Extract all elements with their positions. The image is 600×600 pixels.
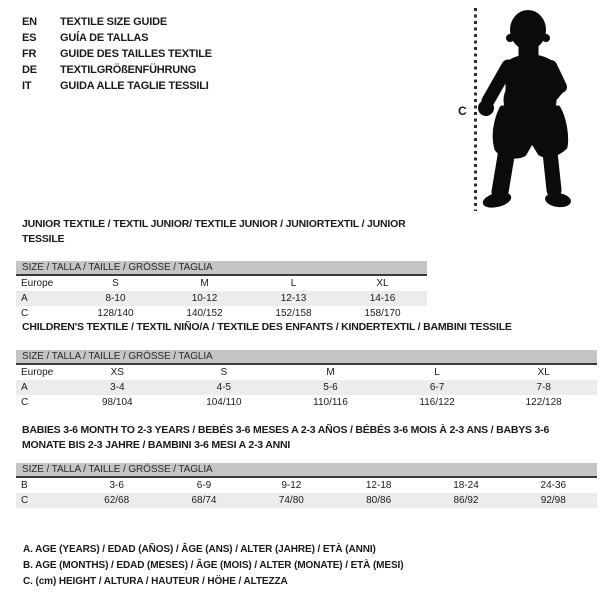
- size-value-cell: L: [434, 367, 440, 378]
- language-guide-title: GUÍA DE TALLAS: [60, 32, 149, 44]
- size-value-cell: 12-18: [365, 480, 392, 491]
- height-c-label: C: [458, 104, 467, 118]
- size-value-cell: 3-4: [110, 382, 125, 393]
- size-value-cell: 4-5: [216, 382, 232, 393]
- size-value-cell: 24-36: [540, 480, 567, 491]
- size-value-cell: 12-13: [280, 293, 307, 304]
- row-label: Europe: [21, 367, 54, 378]
- size-value-cell: 9-12: [281, 480, 302, 491]
- row-label: B: [21, 480, 28, 491]
- table-title: BABIES 3-6 MONTH TO 2-3 YEARS / BEBÉS 3-6 MESES A 2-3 AÑOS / BÉBÉS 3-6 MOIS À 2-3 ANS / BABYS 3-6 MONATE BIS 2-3 JAHRE / BAMBINI 3-6 MESI A 2-3 ANNI: [22, 424, 550, 451]
- size-value-cell: 116/122: [419, 397, 455, 408]
- size-value-cell: XS: [110, 367, 124, 378]
- size-value-cell: 7-8: [536, 382, 551, 393]
- size-value-cell: 8-10: [105, 293, 126, 304]
- babies-textile-table: [16, 423, 597, 508]
- table-row: [16, 478, 597, 493]
- size-value-cell: 158/170: [364, 308, 401, 319]
- size-value-cell: 92/98: [540, 495, 566, 506]
- language-row: [22, 30, 212, 46]
- size-value-cell: 140/152: [186, 308, 223, 319]
- legend-line: A. AGE (YEARS) / EDAD (AÑOS) / ÂGE (ANS) / ALTER (JAHRE) / ETÀ (ANNI): [23, 544, 376, 555]
- size-value-cell: 14-16: [369, 293, 396, 304]
- table-row: [16, 395, 597, 410]
- size-value-cell: XL: [376, 278, 389, 289]
- children-textile-table: [16, 320, 597, 410]
- size-value-cell: 5-6: [323, 382, 338, 393]
- language-row: [22, 46, 212, 62]
- size-value-cell: 18-24: [453, 480, 479, 491]
- language-row: [22, 14, 212, 30]
- size-value-cell: 86/92: [453, 495, 479, 506]
- table-row: [16, 276, 427, 291]
- table-row: [16, 291, 427, 306]
- row-label: A: [21, 382, 28, 393]
- size-header-bar: SIZE / TALLA / TAILLE / GRÖSSE / TAGLIA: [16, 350, 597, 365]
- baby-silhouette-icon: [440, 0, 600, 220]
- row-label: C: [21, 308, 29, 319]
- table-rows: [16, 365, 597, 410]
- table-row: [16, 493, 597, 508]
- table-rows: [16, 478, 597, 508]
- table-row: [16, 365, 597, 380]
- size-value-cell: 6-9: [196, 480, 212, 491]
- size-value-cell: 74/80: [278, 495, 304, 506]
- language-row: [22, 78, 212, 94]
- row-label: A: [21, 293, 28, 304]
- language-guide-title: GUIDA ALLE TAGLIE TESSILI: [60, 80, 209, 92]
- size-value-cell: S: [220, 367, 228, 378]
- table-title: CHILDREN'S TEXTILE / TEXTIL NIÑO/A / TEXTILE DES ENFANTS / KINDERTEXTIL / BAMBINI TESSILE: [22, 321, 512, 333]
- language-code: ES: [22, 32, 37, 44]
- language-code: EN: [22, 16, 37, 28]
- size-header-bar: SIZE / TALLA / TAILLE / GRÖSSE / TAGLIA: [16, 463, 597, 478]
- size-value-cell: S: [112, 278, 119, 289]
- size-value-cell: 110/116: [313, 397, 348, 408]
- table-row: [16, 380, 597, 395]
- size-value-cell: 10-12: [191, 293, 218, 304]
- row-label: Europe: [21, 278, 54, 289]
- legend-line: B. AGE (MONTHS) / EDAD (MESES) / ÂGE (MOIS) / ALTER (MONATE) / ETÀ (MESI): [23, 560, 404, 571]
- row-label: C: [21, 397, 29, 408]
- language-guide-title: GUIDE DES TAILLES TEXTILE: [60, 48, 212, 60]
- language-row: [22, 62, 212, 78]
- size-value-cell: 128/140: [97, 308, 134, 319]
- size-value-cell: XL: [537, 367, 550, 378]
- table-rows: [16, 276, 427, 321]
- language-guide-title: TEXTILE SIZE GUIDE: [60, 16, 168, 28]
- size-value-cell: 122/128: [525, 397, 562, 408]
- size-value-cell: 3-6: [109, 480, 124, 491]
- size-value-cell: 62/68: [104, 495, 130, 506]
- language-code: DE: [22, 64, 37, 76]
- size-value-cell: 6-7: [429, 382, 445, 393]
- size-value-cell: 98/104: [102, 397, 133, 408]
- size-value-cell: 152/158: [275, 308, 312, 319]
- language-code: FR: [22, 48, 37, 60]
- legend-line: C. (cm) HEIGHT / ALTURA / HAUTEUR / HÖHE / ALTEZZA: [23, 576, 288, 587]
- table-row: [16, 306, 427, 321]
- language-title-list: [22, 14, 212, 94]
- table-title: JUNIOR TEXTILE / TEXTIL JUNIOR/ TEXTILE JUNIOR / JUNIORTEXTIL / JUNIOR TESSILE: [22, 218, 406, 245]
- size-value-cell: M: [326, 367, 335, 378]
- size-value-cell: 104/110: [206, 397, 242, 408]
- size-value-cell: L: [290, 278, 297, 289]
- junior-textile-table: [16, 217, 427, 321]
- language-guide-title: TEXTILGRÖßENFÜHRUNG: [60, 64, 197, 76]
- size-value-cell: M: [200, 278, 209, 289]
- size-value-cell: 80/86: [366, 495, 392, 506]
- language-code: IT: [22, 80, 32, 92]
- measurement-legend: [23, 542, 403, 590]
- size-header-bar: SIZE / TALLA / TAILLE / GRÖSSE / TAGLIA: [16, 261, 427, 276]
- row-label: C: [21, 495, 29, 506]
- size-value-cell: 68/74: [191, 495, 217, 506]
- baby-figure: [440, 0, 600, 220]
